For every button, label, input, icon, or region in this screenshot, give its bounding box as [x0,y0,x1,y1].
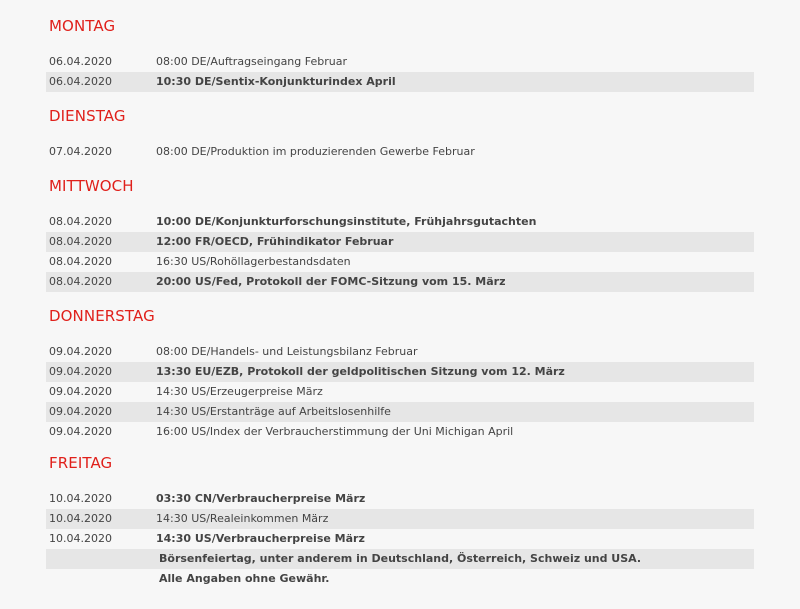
row-date: 08.04.2020 [49,275,112,288]
row-event: 13:30 EU/EZB, Protokoll der geldpolitischen Sitzung vom 12. März [156,365,565,378]
day-heading: MITTWOCH [49,177,134,195]
table-row [46,402,754,422]
table-row [46,422,754,442]
table-row [46,529,754,549]
row-date: 06.04.2020 [49,75,112,88]
table-row [46,489,754,509]
row-date: 07.04.2020 [49,145,112,158]
row-date: 08.04.2020 [49,255,112,268]
row-date: 10.04.2020 [49,512,112,525]
row-event: 08:00 DE/Handels- und Leistungsbilanz Februar [156,345,418,358]
table-row [46,212,754,232]
table-row [46,382,754,402]
row-event: 16:30 US/Rohöllagerbestandsdaten [156,255,351,268]
day-heading: DIENSTAG [49,107,126,125]
row-date: 09.04.2020 [49,405,112,418]
day-rows [46,342,754,442]
row-date: 09.04.2020 [49,385,112,398]
holiday-note: Börsenfeiertag, unter anderem in Deutschland, Österreich, Schweiz und USA. [46,549,754,569]
row-date: 09.04.2020 [49,365,112,378]
row-event: 16:00 US/Index der Verbraucherstimmung der Uni Michigan April [156,425,514,438]
table-row [46,142,754,162]
row-event: 08:00 DE/Auftragseingang Februar [156,55,347,68]
row-date: 09.04.2020 [49,425,112,438]
row-date: 08.04.2020 [49,235,112,248]
row-event: 14:30 US/Erzeugerpreise März [156,385,323,398]
table-row [46,52,754,72]
row-date: 10.04.2020 [49,532,112,545]
table-row [46,72,754,92]
table-row [46,509,754,529]
day-heading: MONTAG [49,17,116,35]
row-date: 06.04.2020 [49,55,112,68]
row-date: 08.04.2020 [49,215,112,228]
row-date: 09.04.2020 [49,345,112,358]
row-event: 10:00 DE/Konjunkturforschungsinstitute, Frühjahrsgutachten [156,215,537,228]
day-rows [46,212,754,292]
table-row [46,342,754,362]
day-rows [46,489,754,589]
row-event: 20:00 US/Fed, Protokoll der FOMC-Sitzung vom 15. März [156,275,506,288]
table-row [46,272,754,292]
day-heading: DONNERSTAG [49,307,155,325]
row-event: 14:30 US/Realeinkommen März [156,512,329,525]
table-row [46,362,754,382]
day-heading: FREITAG [49,454,113,472]
table-row [46,232,754,252]
row-event: 10:30 DE/Sentix-Konjunkturindex April [156,75,396,88]
day-rows [46,142,754,162]
row-event: 14:30 US/Verbraucherpreise März [156,532,365,545]
row-event: 12:00 FR/OECD, Frühindikator Februar [156,235,394,248]
disclaimer-note: Alle Angaben ohne Gewähr. [159,572,330,585]
row-event: 08:00 DE/Produktion im produzierenden Gewerbe Februar [156,145,475,158]
row-event: 03:30 CN/Verbraucherpreise März [156,492,366,505]
row-event: 14:30 US/Erstanträge auf Arbeitslosenhilfe [156,405,391,418]
row-date: 10.04.2020 [49,492,112,505]
day-rows [46,52,754,92]
table-row [46,252,754,272]
